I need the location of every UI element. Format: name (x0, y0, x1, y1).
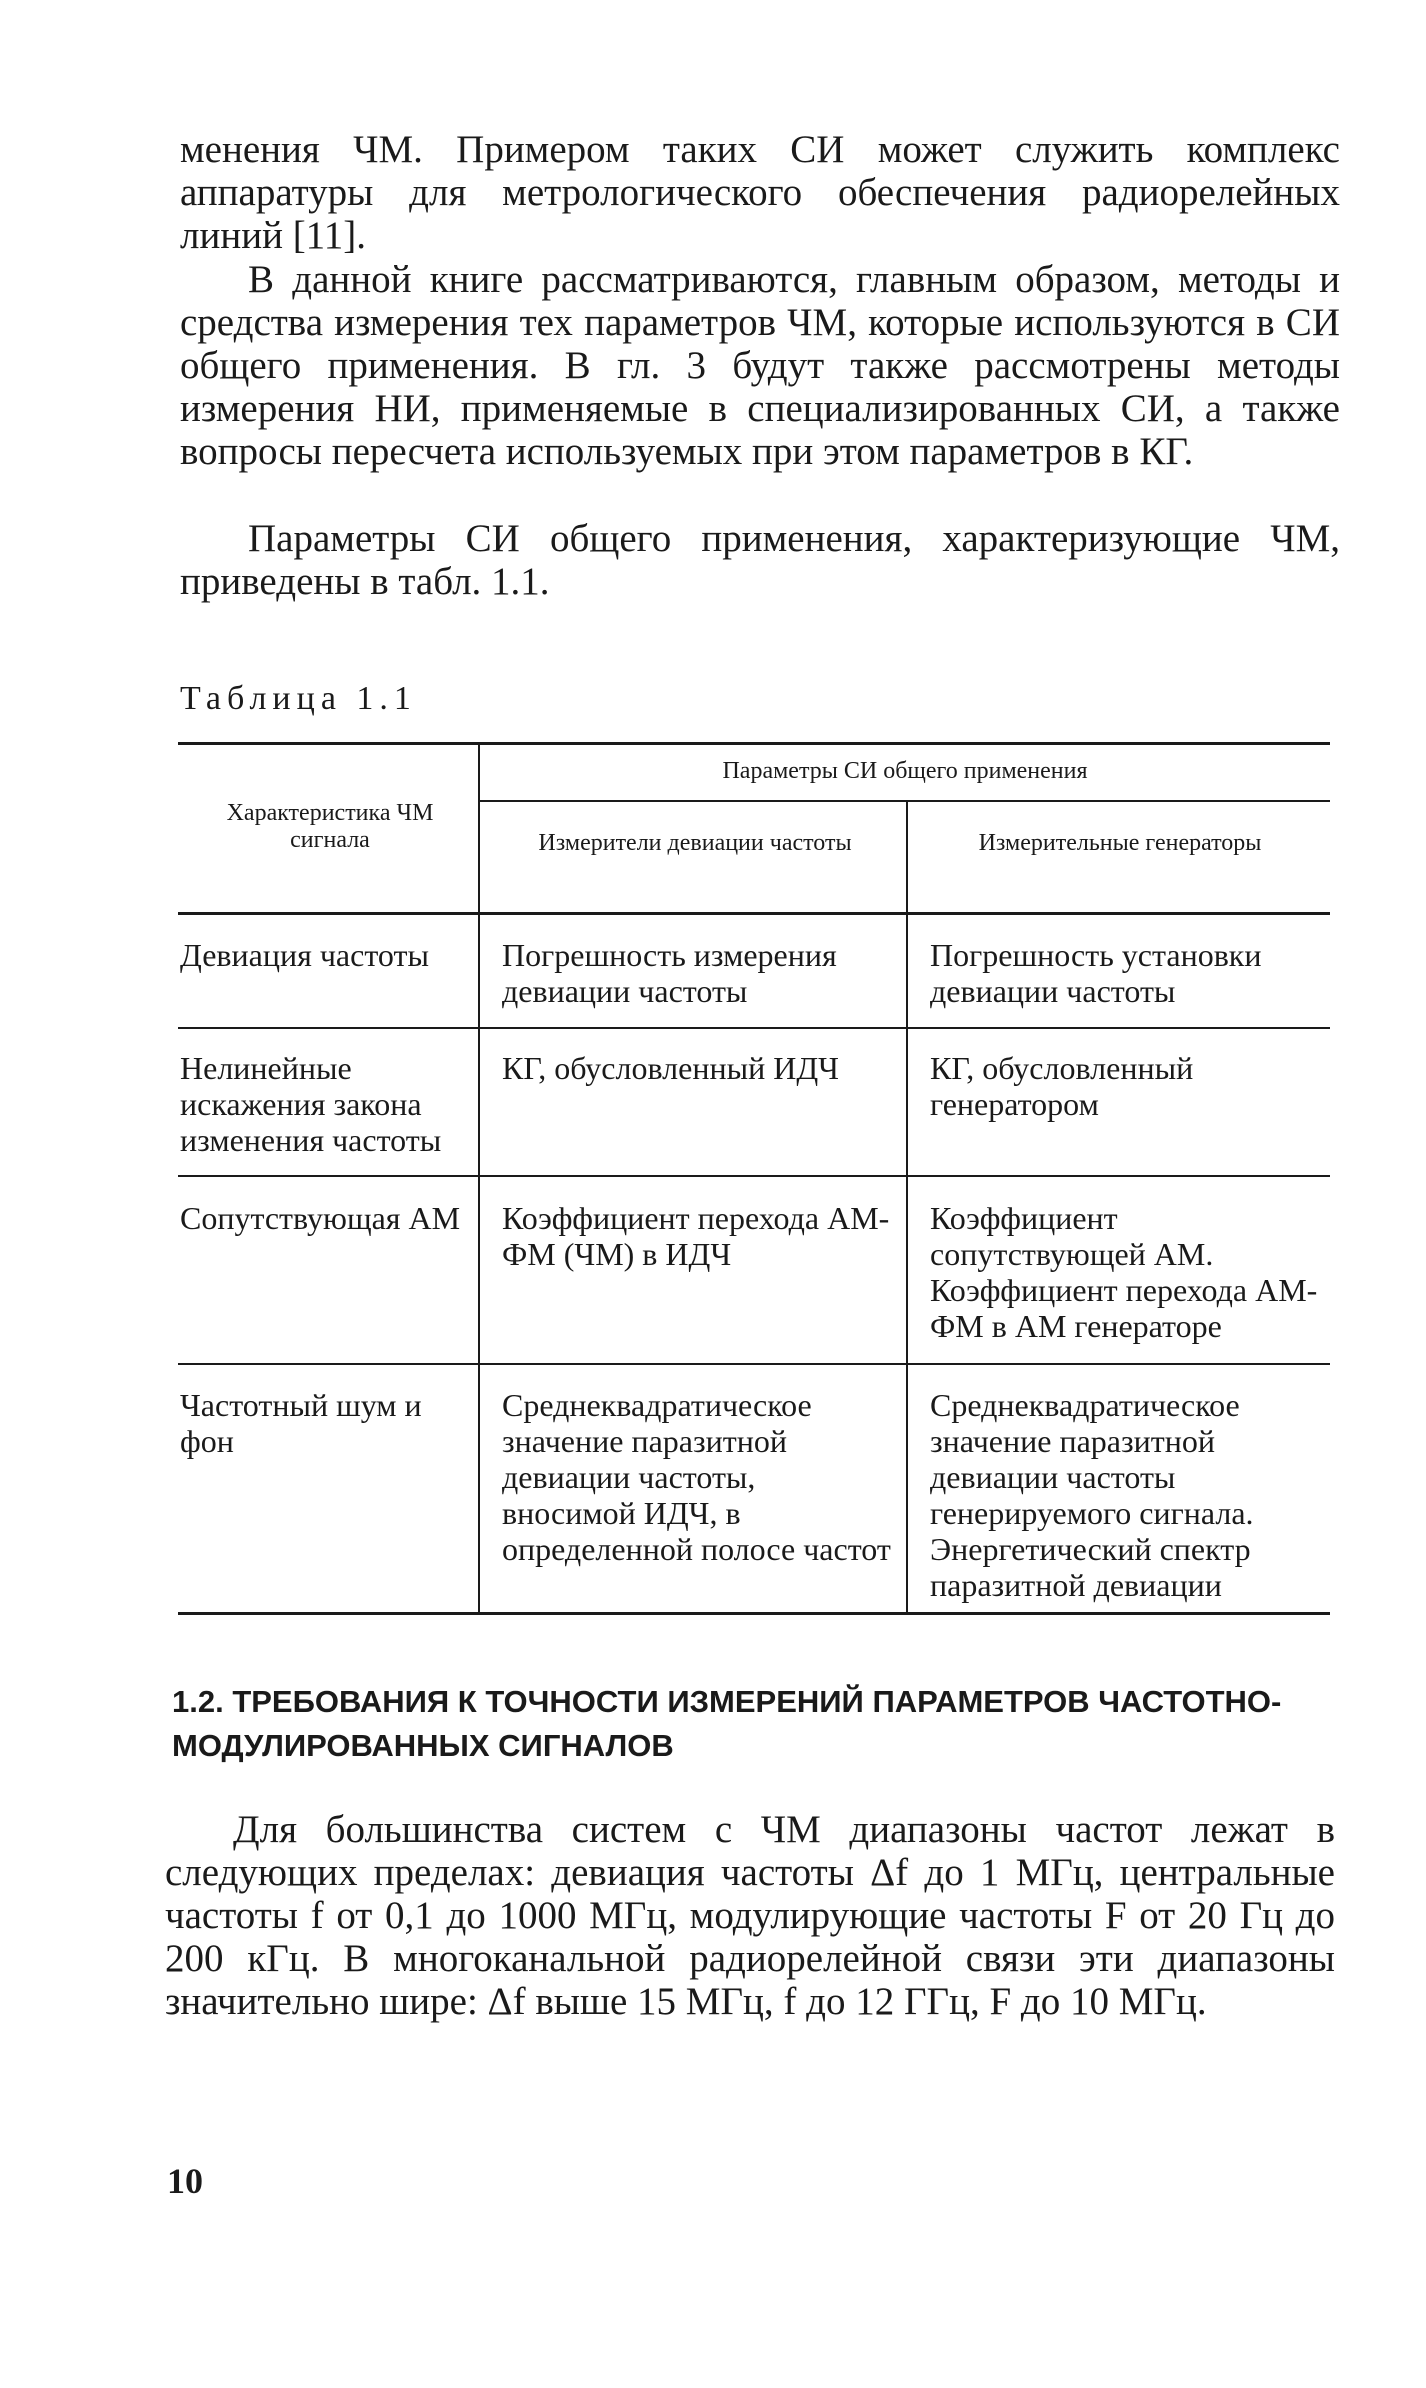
row-4-characteristic: Частотный шум и фон (180, 1387, 422, 1459)
table-header-bottom-rule (178, 912, 1330, 915)
table-vertical-rule-1 (478, 742, 480, 1612)
header-characteristic: Характеристика ЧМ сигнала (226, 800, 434, 853)
row-2-characteristic: Нелинейные искажения закона изменения частоты (180, 1050, 442, 1158)
page-number: 10 (167, 2161, 203, 2201)
table-row-rule-3 (178, 1363, 1330, 1365)
table-group-rule (480, 800, 1330, 802)
row-1-generators: Погрешность установки девиации частоты (930, 937, 1262, 1009)
paragraph-3: Параметры СИ общего применения, характеризующие ЧМ, приведены в табл. 1.1. (180, 517, 1340, 603)
paragraph-1: менения ЧМ. Примером таких СИ может служить комплекс аппаратуры для метрологического обеспечения радиорелейных линий [11]. (180, 128, 1340, 257)
row-3-meters: Коэффициент перехода АМ-ФМ (ЧМ) в ИДЧ (502, 1200, 890, 1272)
table-vertical-rule-2 (906, 800, 908, 1612)
table-row-rule-1 (178, 1027, 1330, 1029)
row-4-meters: Среднеквадратическое значение паразитной девиации частоты, вносимой ИДЧ, в определенной полосе частот (502, 1387, 891, 1567)
row-3-generators: Коэффициент сопутствующей АМ. Коэффициент перехода АМ-ФМ в АМ генераторе (930, 1200, 1318, 1344)
header-group: Параметры СИ общего применения (722, 758, 1088, 784)
header-col-generators: Измерительные генераторы (978, 830, 1262, 856)
table-row-rule-2 (178, 1175, 1330, 1177)
section-heading: 1.2. ТРЕБОВАНИЯ К ТОЧНОСТИ ИЗМЕРЕНИЙ ПАРАМЕТРОВ ЧАСТОТНО-МОДУЛИРОВАННЫХ СИГНАЛОВ (172, 1684, 1282, 1763)
table-top-rule (178, 742, 1330, 745)
table-caption: Таблица 1.1 (180, 680, 417, 717)
paragraph-4: Для большинства систем с ЧМ диапазоны частот лежат в следующих пределах: девиация частоты Δf до 1 МГц, центральные частоты f от 0,1 до 1000 МГц, модулирующие частоты F от 20 Гц до 200 кГц. В многоканальной радиорелейной связи эти диапазоны значительно шире: Δf выше 15 МГц, f до 12 ГГц, F до 10 МГц. (165, 1808, 1335, 2023)
header-col-meters: Измерители девиации частоты (538, 830, 852, 856)
row-4-generators: Среднеквадратическое значение паразитной девиации частоты генерируемого сигнала. Энергетический спектр паразитной девиации (930, 1387, 1254, 1603)
row-2-generators: КГ, обусловленный генератором (930, 1050, 1194, 1122)
row-1-meters: Погрешность измерения девиации частоты (502, 937, 837, 1009)
table-bottom-rule (178, 1612, 1330, 1615)
row-3-characteristic: Сопутствующая АМ (180, 1200, 461, 1236)
row-1-characteristic: Девиация частоты (180, 937, 429, 973)
paragraph-2: В данной книге рассматриваются, главным образом, методы и средства измерения тех параметров ЧМ, которые используются в СИ общего применения. В гл. 3 будут также рассмотрены методы измерения НИ, применяемые в специализированных СИ, а также вопросы пересчета используемых при этом параметров в КГ. (180, 258, 1340, 473)
row-2-meters: КГ, обусловленный ИДЧ (502, 1050, 839, 1086)
